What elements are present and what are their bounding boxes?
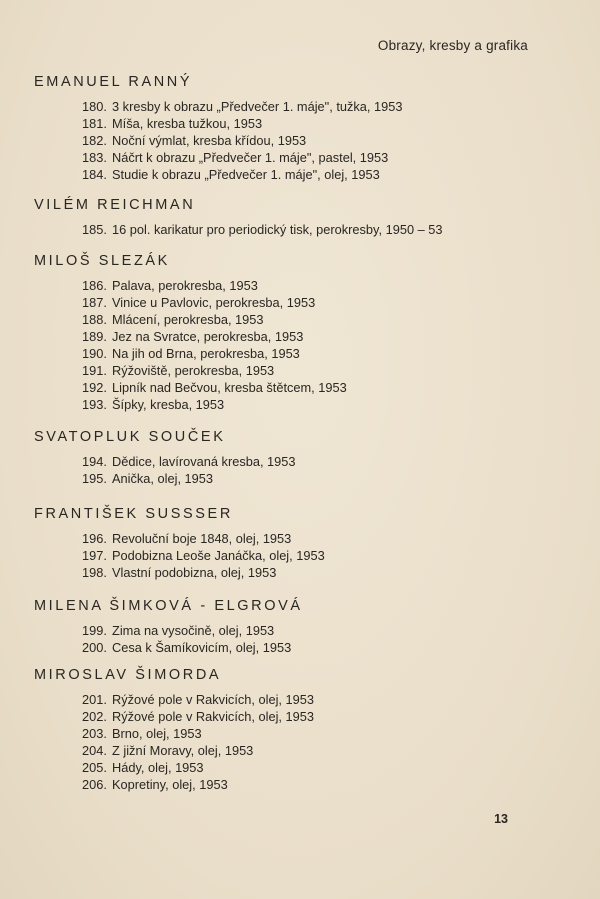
work-title: Jez na Svratce, perokresba, 1953 — [112, 329, 304, 344]
work-title: Rýžové pole v Rakvicích, olej, 1953 — [112, 709, 315, 724]
work-number: 206. — [82, 777, 107, 792]
page-number: 13 — [494, 812, 508, 826]
list-item — [82, 396, 534, 413]
work-number: 185. — [82, 222, 107, 237]
work-title: Šípky, kresba, 1953 — [112, 397, 225, 412]
artist-name: EMANUEL RANNÝ — [34, 74, 193, 90]
work-title: Kopretiny, olej, 1953 — [112, 777, 228, 792]
work-number: 205. — [82, 760, 107, 775]
artist-section — [34, 598, 534, 656]
works-list — [34, 98, 534, 183]
work-number: 181. — [82, 116, 107, 131]
work-number: 182. — [82, 133, 107, 148]
work-title: Vinice u Pavlovic, perokresba, 1953 — [112, 295, 316, 310]
works-list — [34, 691, 534, 793]
list-item — [82, 725, 534, 742]
work-number: 204. — [82, 743, 107, 758]
works-list — [34, 622, 534, 656]
work-title: Brno, olej, 1953 — [112, 726, 202, 741]
list-item — [82, 166, 534, 183]
list-item — [82, 742, 534, 759]
work-title: Noční výmlat, kresba křídou, 1953 — [112, 133, 307, 148]
list-item — [82, 691, 534, 708]
artist-name: FRANTIŠEK SUSSSER — [34, 506, 233, 522]
work-number: 194. — [82, 454, 107, 469]
list-item — [82, 149, 534, 166]
work-number: 201. — [82, 692, 107, 707]
work-number: 202. — [82, 709, 107, 724]
artist-name: VILÉM REICHMAN — [34, 197, 196, 213]
work-title: Náčrt k obrazu „Předvečer 1. máje", pastel, 1953 — [112, 150, 389, 165]
work-title: Vlastní podobizna, olej, 1953 — [112, 565, 277, 580]
list-item — [82, 277, 534, 294]
work-number: 199. — [82, 623, 107, 638]
artist-section — [34, 253, 534, 413]
artist-section — [34, 429, 534, 487]
list-item — [82, 708, 534, 725]
artist-section — [34, 197, 534, 238]
work-title: Podobizna Leoše Janáčka, olej, 1953 — [112, 548, 325, 563]
list-item — [82, 470, 534, 487]
list-item — [82, 132, 534, 149]
work-number: 183. — [82, 150, 107, 165]
list-item — [82, 328, 534, 345]
work-title: 3 kresby k obrazu „Předvečer 1. máje", tužka, 1953 — [112, 99, 403, 114]
works-list — [34, 453, 534, 487]
list-item — [82, 98, 534, 115]
work-title: Zima na vysočině, olej, 1953 — [112, 623, 275, 638]
work-number: 180. — [82, 99, 107, 114]
work-number: 200. — [82, 640, 107, 655]
work-number: 203. — [82, 726, 107, 741]
work-number: 197. — [82, 548, 107, 563]
work-title: Dědice, lavírovaná kresba, 1953 — [112, 454, 296, 469]
running-header: Obrazy, kresby a grafika — [377, 38, 528, 53]
work-title: Revoluční boje 1848, olej, 1953 — [112, 531, 292, 546]
work-title: Cesa k Šamíkovicím, olej, 1953 — [112, 640, 292, 655]
artist-section — [34, 74, 534, 183]
list-item — [82, 115, 534, 132]
list-item — [82, 622, 534, 639]
work-number: 188. — [82, 312, 107, 327]
list-item — [82, 547, 534, 564]
work-number: 190. — [82, 346, 107, 361]
list-item — [82, 379, 534, 396]
work-title: Anička, olej, 1953 — [112, 471, 214, 486]
artist-section — [34, 667, 534, 793]
work-title: Palava, perokresba, 1953 — [112, 278, 258, 293]
list-item — [82, 453, 534, 470]
work-number: 196. — [82, 531, 107, 546]
list-item — [82, 776, 534, 793]
work-number: 191. — [82, 363, 107, 378]
work-title: Z jižní Moravy, olej, 1953 — [112, 743, 254, 758]
works-list — [34, 277, 534, 413]
work-number: 193. — [82, 397, 107, 412]
work-title: Hády, olej, 1953 — [112, 760, 204, 775]
work-number: 195. — [82, 471, 107, 486]
work-title: Míša, kresba tužkou, 1953 — [112, 116, 263, 131]
work-number: 189. — [82, 329, 107, 344]
work-title: Rýžové pole v Rakvicích, olej, 1953 — [112, 692, 315, 707]
list-item — [82, 311, 534, 328]
work-number: 186. — [82, 278, 107, 293]
work-number: 187. — [82, 295, 107, 310]
list-item — [82, 759, 534, 776]
work-number: 184. — [82, 167, 107, 182]
work-title: Na jih od Brna, perokresba, 1953 — [112, 346, 300, 361]
list-item — [82, 294, 534, 311]
list-item — [82, 362, 534, 379]
work-title: 16 pol. karikatur pro periodický tisk, perokresby, 1950 – 53 — [112, 222, 443, 237]
artist-name: MILENA ŠIMKOVÁ - ELGROVÁ — [34, 598, 303, 614]
works-list — [34, 221, 534, 238]
artist-section — [34, 506, 534, 581]
work-title: Rýžoviště, perokresba, 1953 — [112, 363, 275, 378]
list-item — [82, 530, 534, 547]
work-title: Mlácení, perokresba, 1953 — [112, 312, 264, 327]
list-item — [82, 221, 534, 238]
work-number: 198. — [82, 565, 107, 580]
list-item — [82, 345, 534, 362]
work-number: 192. — [82, 380, 107, 395]
work-title: Studie k obrazu „Předvečer 1. máje", olej, 1953 — [112, 167, 380, 182]
works-list — [34, 530, 534, 581]
artist-name: MILOŠ SLEZÁK — [34, 253, 170, 269]
list-item — [82, 564, 534, 581]
artist-name: SVATOPLUK SOUČEK — [34, 429, 226, 445]
list-item — [82, 639, 534, 656]
work-title: Lipník nad Bečvou, kresba štětcem, 1953 — [112, 380, 347, 395]
artist-name: MIROSLAV ŠIMORDA — [34, 667, 222, 683]
